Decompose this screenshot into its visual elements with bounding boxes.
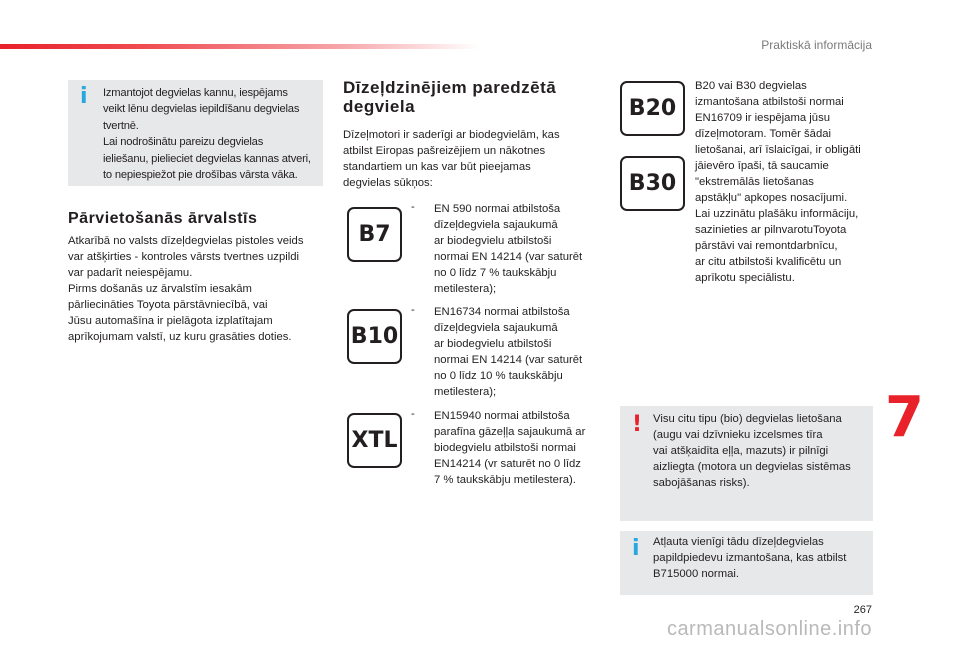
b10-fuel-badge: B10 [347,309,402,364]
warning-box [620,406,873,521]
info-icon: i [80,84,88,109]
xtl-fuel-badge: XTL [347,413,402,468]
travel-section-title: Pārvietošanās ārvalstīs [68,210,258,227]
page-number: 267 [853,604,872,616]
header-accent-bar [0,44,480,49]
xtl-description: EN15940 normai atbilstoša parafīna gāzeļļa sajaukumā ar biodegvielu atbilstoši normai EN14214 (vr saturēt no 0 līdz 7 % taukskābju metilestera). [434,410,586,486]
warning-box-text: Visu citu tipu (bio) degvielas lietošana (augu vai dzīvnieku izcelsmes tīra vai atšķaidīta eļļa, mazuts) ir pilnīgi aizliegta (motora un degvielas sistēmas sabojāšanas risks). [653,413,851,489]
exclamation-icon: ! [632,412,643,437]
chapter-number: 7 [885,385,924,450]
b7-fuel-badge: B7 [347,207,402,262]
travel-section-text: Atkarībā no valsts dīzeļdegvielas pistoles veids var atšķirties - kontroles vārsts tvertnes uzpildi var padarīt neiespējamu. Pirms došanās uz ārvalstīm iesakām pārliecināties Toyota pārstāvniecībā, vai Jūsu automašīna ir pielāgota izplatītajam aprīkojumam valstī, uz kuru grasāties doties. [68,235,304,343]
b30-fuel-badge: B30 [620,156,685,211]
info-box-additives-text: Atļauta vienīgi tādu dīzeļdegvielas papildpiedevu izmantošana, kas atbilst B715000 normai. [653,536,847,580]
info-box-additives [620,531,873,595]
watermark: carmanualsonline.info [666,618,872,640]
b7-description: EN 590 normai atbilstoša dīzeļdegviela sajaukumā ar biodegvielu atbilstoši normai EN 14214 (var saturēt no 0 līdz 7 % taukskābju metilestera); [434,203,583,295]
diesel-section-title-line1: Dīzeļdzinējiem paredzētā [343,78,557,97]
list-dash: - [411,408,415,420]
diesel-section-title-line2: degviela [343,97,416,116]
b20-b30-description: B20 vai B30 degvielas izmantošana atbilstoši normai EN16709 ir iespējama jūsu dīzeļmotoram. Tomēr šādai lietošanai, arī īslaicīgai, ir obligāti jāievēro īpaši, tā saucamie "ekstremālās lietošanas apstākļu" apkopes nosacījumi. Lai uzzinātu plašāku informāciju, sazinieties ar pilnvarotuToyota pārstāvi vai remontdarbnīcu, ar citu atbilstoši kvalificētu un aprīkotu speciālistu. [695,80,861,284]
info-box-text: Izmantojot degvielas kannu, iespējams veikt lēnu degvielas iepildīšanu degvielas tvertnē. Lai nodrošinātu pareizu degvielas ieliešanu, pielieciet degvielas kannas atveri, to nepiespiežot pie drošības vārsta vāka. [103,87,311,182]
page-header-title: Praktiskā informācija [761,38,872,52]
list-dash: - [411,201,415,213]
b20-fuel-badge: B20 [620,81,685,136]
diesel-section-intro: Dīzeļmotori ir saderīgi ar biodegvielām, kas atbilst Eiropas pašreizējiem un nākotnes standartiem un kas var būt pieejamas degvielas sūkņos: [343,129,560,189]
info-box-fuel-can [68,80,323,186]
list-dash: - [411,304,415,316]
b10-description: EN16734 normai atbilstoša dīzeļdegviela sajaukumā ar biodegvielu atbilstoši normai EN 14214 (var saturēt no 0 līdz 10 % taukskābju metilestera); [434,306,583,398]
info-icon: i [632,536,640,561]
